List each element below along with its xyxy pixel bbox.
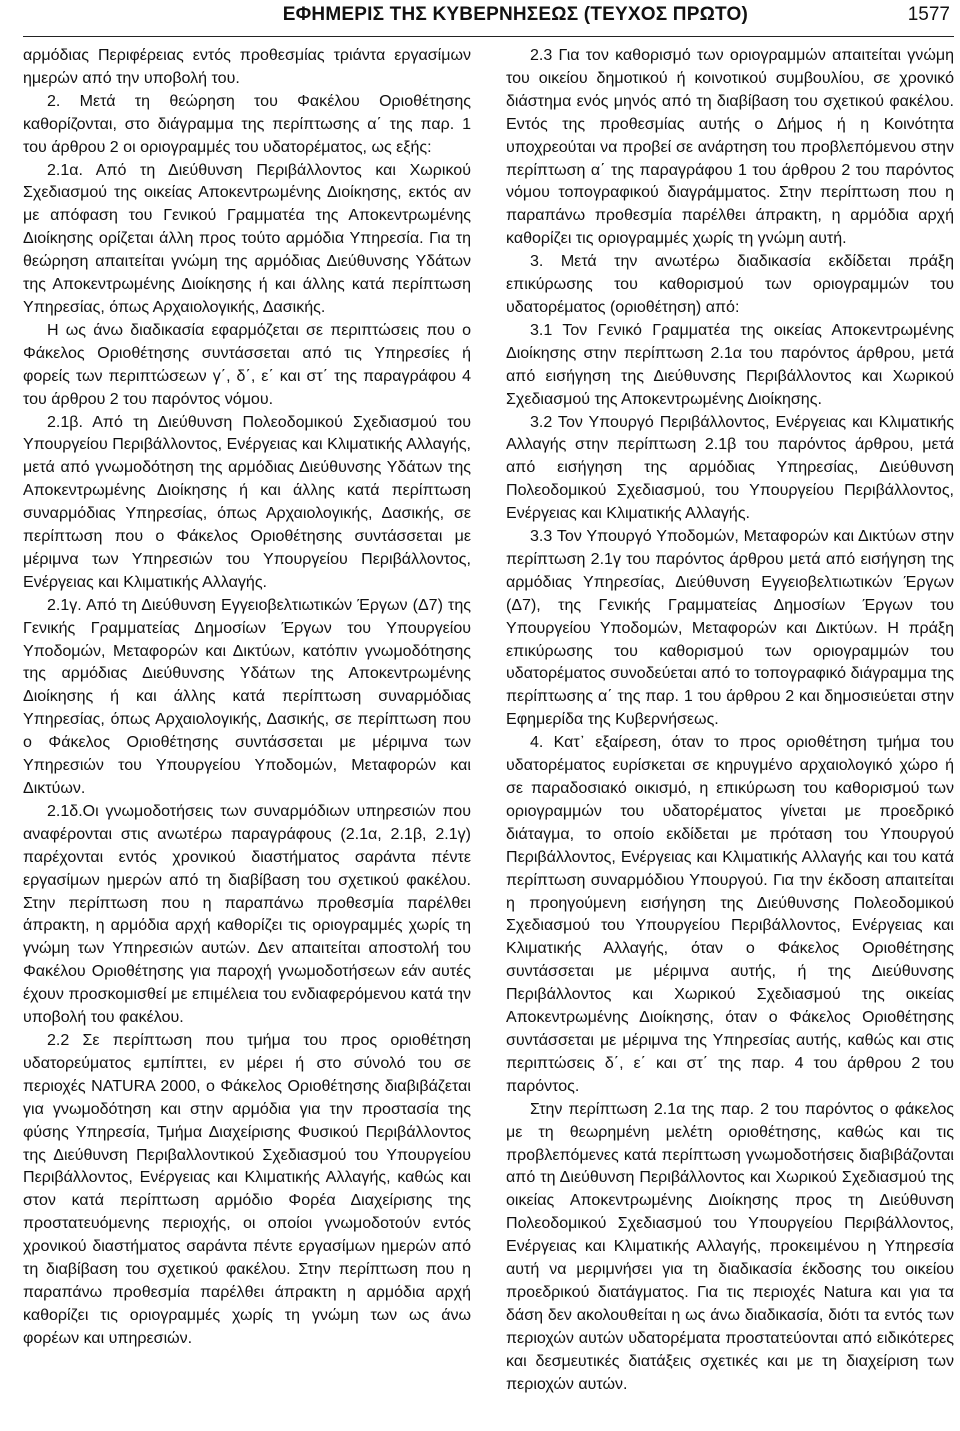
right-column [506,44,954,1395]
page-number: 1577 [907,4,950,25]
paragraph: 2.2 Σε περίπτωση που τμήμα του προς οριοθέτηση υδατορεύματος εμπίπτει, εν μέρει ή στο σύνολό του σε περιοχές NATURA 2000, ο Φάκελος Οριοθέτησης διαβιβάζεται για γνωμοδότηση και στην αρμόδια για την προστασία της φύσης Υπηρεσία, Τμήμα Διαχείρισης Φυσικού Περιβάλλοντος της Διεύθυνση Περιβαλλοντικού Σχεδιασμού του Υπουργείου Περιβάλλοντος, Ενέργειας και Κλιματικής Αλλαγής, καθώς και στον κατά περίπτωση αρμόδιο Φορέα Διαχείρισης της προστατευόμενης περιοχής, οι οποίοι γνωμοδοτούν εντός χρονικού διαστήματος σαράντα πέντε εργασίμων ημερών από τη διαβίβαση του σχετικού φακέλου. Στην περίπτωση που η παραπάνω προθεσμία παρέλθει άπρακτη η αρμόδια αρχή καθορίζει τις οριογραμμές χωρίς τη γνώμη των ως άνω φορέων και υπηρεσιών. [23,1030,471,1347]
gazette-title: ΕΦΗΜΕΡΙΣ ΤΗΣ ΚΥΒΕΡΝΗΣΕΩΣ (ΤΕΥΧΟΣ ΠΡΩΤΟ) [282,4,748,25]
paragraph: 2.1β. Από τη Διεύθυνση Πολεοδομικού Σχεδιασμού του Υπουργείου Περιβάλλοντος, Ενέργειας και Κλιματικής Αλλαγής, μετά από γνωμοδότηση της αρμόδιας Διεύθυνσης Υδάτων της Αποκεντρωμένης Διοίκησης ή και άλλης κατά περίπτωση συναρμόδιας Υπηρεσίας, όπως Αρχαιολογικής, Δασικής, σε περίπτωση που ο Φάκελος Οριοθέτησης συντάσσεται με μέριμνα των Υπηρεσιών του Υπουργείου Περιβάλλοντος, Ενέργειας και Κλιματικής Αλλαγής. [23,412,471,591]
page-header [23,0,954,37]
paragraph: 3. Μετά την ανωτέρω διαδικασία εκδίδεται πράξη επικύρωσης του καθορισμού των οριογραμμών του υδατορέματος (οριοθέτηση) από: [506,252,954,316]
paragraph: 2. Μετά τη θεώρηση του Φακέλου Οριοθέτησης καθορίζονται, στο διάγραμμα της περίπτωσης α΄ της παρ. 1 του άρθρου 2 οι οριογραμμές του υδατορέματος, ως εξής: [23,91,471,156]
text-columns [23,44,954,1395]
left-column [23,44,471,1395]
paragraph: 3.1 Τον Γενικό Γραμματέα της οικείας Αποκεντρωμένης Διοίκησης στην περίπτωση 2.1α του παρόντος άρθρου, μετά από εισήγηση της Διεύθυνσης Περιβάλλοντος και Χωρικού Σχεδιασμού της Αποκεντρωμένης Διοίκησης. [506,320,954,408]
paragraph: Η ως άνω διαδικασία εφαρμόζεται σε περιπτώσεις που ο Φάκελος Οριοθέτησης συντάσσεται από τις Υπηρεσίες ή φορείς των περιπτώσεων γ΄, δ΄, ε΄ και στ΄ της παραγράφου 4 του άρθρου 2 του παρόντος νόμου. [23,320,471,408]
paragraph: 3.2 Τον Υπουργό Περιβάλλοντος, Ενέργειας και Κλιματικής Αλλαγής στην περίπτωση 2.1β του παρόντος άρθρου, μετά από εισήγηση της αρμόδιας Υπηρεσίας, Διεύθυνση Πολεοδομικού Σχεδιασμού, του Υπουργείου Περιβάλλοντος, Ενέργειας και Κλιματικής Αλλαγής. [506,412,954,523]
paragraph: 2.1γ. Από τη Διεύθυνση Εγγειοβελτιωτικών Έργων (Δ7) της Γενικής Γραμματείας Δημοσίων Έργων του Υπουργείου Υποδομών, Μεταφορών και Δικτύων, κατόπιν γνωμοδότησης της αρμόδιας Διεύθυνσης Υδάτων της Αποκεντρωμένης Διοίκησης ή και άλλης κατά περίπτωση συναρμόδιας Υπηρεσίας, όπως Αρχαιολογικής, Δασικής, σε περίπτωση που ο Φάκελος Οριοθέτησης συντάσσεται με μέριμνα των Υπηρεσιών του Υπουργείου Υποδομών, Μεταφορών και Δικτύων. [23,595,471,797]
paragraph: 3.3 Τον Υπουργό Υποδομών, Μεταφορών και Δικτύων στην περίπτωση 2.1γ του παρόντος άρθρου μετά από εισήγηση της αρμόδιας Υπηρεσίας, Διεύθυνση Εγγειοβελτιωτικών Έργων (Δ7), της Γενικής Γραμματείας Δημοσίων Έργων του Υπουργείου Υποδομών, Μεταφορών και Δικτύων. Η πράξη επικύρωσης του καθορισμού των οριογραμμών του υδατορέματος συνοδεύεται από το τοπογραφικό διάγραμμα της περίπτωσης α΄ της παρ. 1 του άρθρου 2 και δημοσιεύεται στην Εφημερίδα της Κυβερνήσεως. [506,527,954,729]
paragraph: 2.3 Για τον καθορισμό των οριογραμμών απαιτείται γνώμη του οικείου δημοτικού ή κοινοτικού συμβουλίου, σε χρονικό διάστημα ενός μηνός από τη διαβίβαση του σχετικού φακέλου. Εντός της προθεσμίας αυτής ο Δήμος ή η Κοινότητα υποχρεούται να προβεί σε ανάρτηση του προβλεπόμενου στην περίπτωση α΄ της παραγράφου 1 του άρθρου 2 του παρόντος νόμου τοπογραφικού διαγράμματος. Στην περίπτωση που η παραπάνω προθεσμία παρέλθει άπρακτη, η αρμόδια αρχή καθορίζει τις οριογραμμές χωρίς τη γνώμη αυτή. [506,46,954,248]
paragraph: 4. Κατ᾽ εξαίρεση, όταν το προς οριοθέτηση τμήμα του υδατορέματος ευρίσκεται σε κηρυγμένο αρχαιολογικό χώρο ή σε παραδοσιακό οικισμό, η επικύρωση του καθορισμού των οριογραμμών του υδατορέματος γίνεται με προεδρικό διάταγμα, το οποίο εκδίδεται με πρόταση του Υπουργού Περιβάλλοντος, Ενέργειας και Κλιματικής Αλλαγής και του κατά περίπτωση συναρμόδιου Υπουργού. Για την έκδοση απαιτείται η προηγούμενη εισήγηση της Διεύθυνσης Πολεοδομικού Σχεδιασμού του Υπουργείου Περιβάλλοντος, Ενέργειας και Κλιματικής Αλλαγής, όταν ο Φάκελος Οριοθέτησης συντάσσεται με μέριμνα αυτής, ή της Διεύθυνσης Περιβάλλοντος και Χωρικού Σχεδιασμού της οικείας Αποκεντρωμένης Διοίκησης, όταν ο Φάκελος Οριοθέτησης συντάσσεται με μέριμνα της Υπηρεσίας αυτής, καθώς και στις περιπτώσεις δ΄, ε΄ και στ΄ της παρ. 4 του άρθρου 2 του παρόντος. [506,733,954,1095]
paragraph: Στην περίπτωση 2.1α της παρ. 2 του παρόντος ο φάκελος με τη θεωρημένη μελέτη οριοθέτησης, καθώς και τις προβλεπόμενες κατά περίπτωση γνωμοδοτήσεις διαβιβάζονται από τη Διεύθυνση Περιβάλλοντος και Χωρικού Σχεδιασμού της οικείας Αποκεντρωμένης Διοίκησης προς τη Διεύθυνση Πολεοδομικού Σχεδιασμού του Υπουργείου Περιβάλλοντος, Ενέργειας και Κλιματικής Αλλαγής, προκειμένου η Υπηρεσία αυτή να μεριμνήσει για τη διαδικασία έκδοσης του οικείου προεδρικού διατάγματος. Για τις περιοχές Natura και για τα δάση δεν ακολουθείται η ως άνω διαδικασία, διότι τα εντός των περιοχών αυτών υδατορέματα προστατεύονται από ειδικότερες και δεσμευτικές διατάξεις σχετικές και με τη διαχείριση των περιοχών αυτών. [506,1099,954,1393]
paragraph: 2.1α. Από τη Διεύθυνση Περιβάλλοντος και Χωρικού Σχεδιασμού της οικείας Αποκεντρωμένης Διοίκησης, εκτός αν με απόφαση του Γενικού Γραμματέα της Αποκεντρωμένης Διοίκησης ορίζεται άλλη προς τούτο αρμόδια Υπηρεσία. Για τη θεώρηση απαιτείται γνώμη της αρμόδιας Διεύθυνσης Υδάτων της Αποκεντρωμένης Διοίκησης ή και άλλης κατά περίπτωση Υπηρεσίας, όπως Αρχαιολογικής, Δασικής. [23,160,471,316]
paragraph: 2.1δ.Οι γνωμοδοτήσεις των συναρμόδιων υπηρεσιών που αναφέρονται στις ανωτέρω παραγράφους (2.1α, 2.1β, 2.1γ) παρέχονται εντός χρονικού διαστήματος σαράντα πέντε εργασίμων ημερών από τη διαβίβαση του σχετικού φακέλου. Στην περίπτωση που η παραπάνω προθεσμία παρέλθει άπρακτη, η αρμόδια αρχή καθορίζει τις οριογραμμές χωρίς τη γνώμη των Υπηρεσιών αυτών. Δεν απαιτείται αποστολή του Φακέλου Οριοθέτησης για παροχή γνωμοδοτήσεων εάν αυτές έχουν προσκομισθεί με επιμέλεια του ενδιαφερόμενου κατά την υποβολή του φακέλου. [23,801,471,1027]
paragraph: αρμόδιας Περιφέρειας εντός προθεσμίας τριάντα εργασίμων ημερών από την υποβολή του. [23,46,471,87]
